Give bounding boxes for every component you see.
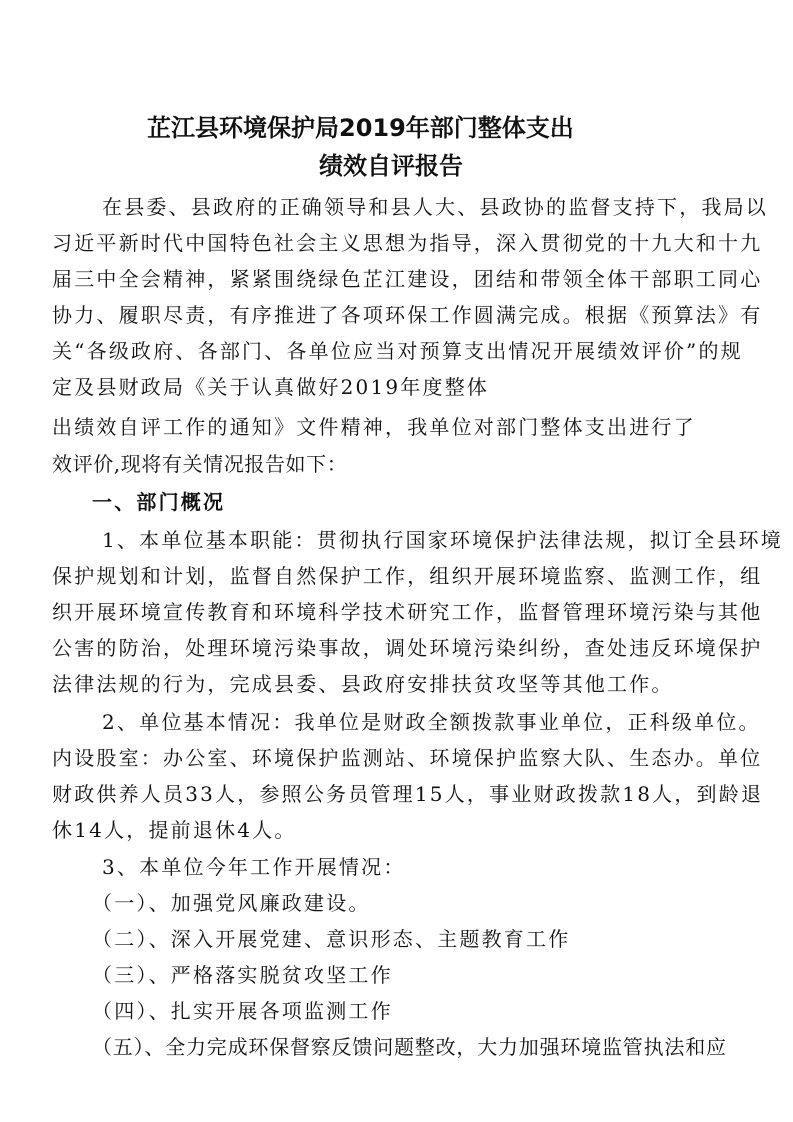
list-item: （五）、全力完成环保督察反馈问题整改，大力加强环境监管执法和应 xyxy=(92,1035,727,1059)
document-title-line-1: 芷江县环境保护局2019年部门整体支出 xyxy=(147,114,574,142)
paragraph-line: 保护规划和计划，监督自然保护工作，组织开展环境监察、监测工作，组 xyxy=(52,564,763,588)
paragraph-line: 协力、履职尽责，有序推进了各项环保工作圆满完成。根据《预算法》有 xyxy=(52,303,763,327)
paragraph-line: 休14人，提前退休4人。 xyxy=(52,818,297,842)
paragraph-line: 出绩效自评工作的通知》文件精神，我单位对部门整体支出进行了 xyxy=(52,415,696,439)
paragraph-line: 关“各级政府、各部门、各单位应当对预算支出情况开展绩效评价”的规 xyxy=(52,339,743,363)
document-title-line-2: 绩效自评报告 xyxy=(319,152,463,180)
paragraph-line: 财政供养人员33人，参照公务员管理15人，事业财政拨款18人，到龄退 xyxy=(52,782,764,806)
paragraph-line: 效评价,现将有关情况报告如下： xyxy=(52,452,348,476)
paragraph-line: 习近平新时代中国特色社会主义思想为指导，深入贯彻党的十九大和十九 xyxy=(52,231,763,255)
paragraph-line: 定及县财政局《关于认真做好2019年度整体 xyxy=(52,375,490,399)
paragraph-line: 公害的防治，处理环境污染事故，调处环境污染纠纷，查处违反环境保护 xyxy=(52,636,763,660)
paragraph-line: 法律法规的行为，完成县委、县政府安排扶贫攻坚等其他工作。 xyxy=(52,672,674,696)
list-item: （二）、深入开展党建、意识形态、主题教育工作 xyxy=(92,927,571,951)
paragraph-line: 3、本单位今年工作开展情况： xyxy=(102,855,406,879)
paragraph-line: 2、单位基本情况：我单位是财政全额拨款事业单位，正科级单位。 xyxy=(102,710,761,734)
section-heading: 一、部门概况 xyxy=(92,490,226,514)
list-item: （一）、加强党风廉政建设。 xyxy=(92,891,371,915)
paragraph-line: 织开展环境宣传教育和环境科学技术研究工作，监督管理环境污染与其他 xyxy=(52,600,763,624)
list-item: （四）、扎实开展各项监测工作 xyxy=(92,999,393,1023)
paragraph-line: 内设股室：办公室、环境保护监测站、环境保护监察大队、生态办。单位 xyxy=(52,746,763,770)
paragraph-line: 1、本单位基本职能：贯彻执行国家环境保护法律法规，拟订全县环境 xyxy=(102,528,783,552)
list-item: （三）、严格落实脱贫攻坚工作 xyxy=(92,963,393,987)
paragraph-line: 在县委、县政府的正确领导和县人大、县政协的监督支持下，我局以 xyxy=(102,195,768,219)
paragraph-line: 届三中全会精神，紧紧围绕绿色芷江建设，团结和带领全体干部职工同心 xyxy=(52,267,763,291)
